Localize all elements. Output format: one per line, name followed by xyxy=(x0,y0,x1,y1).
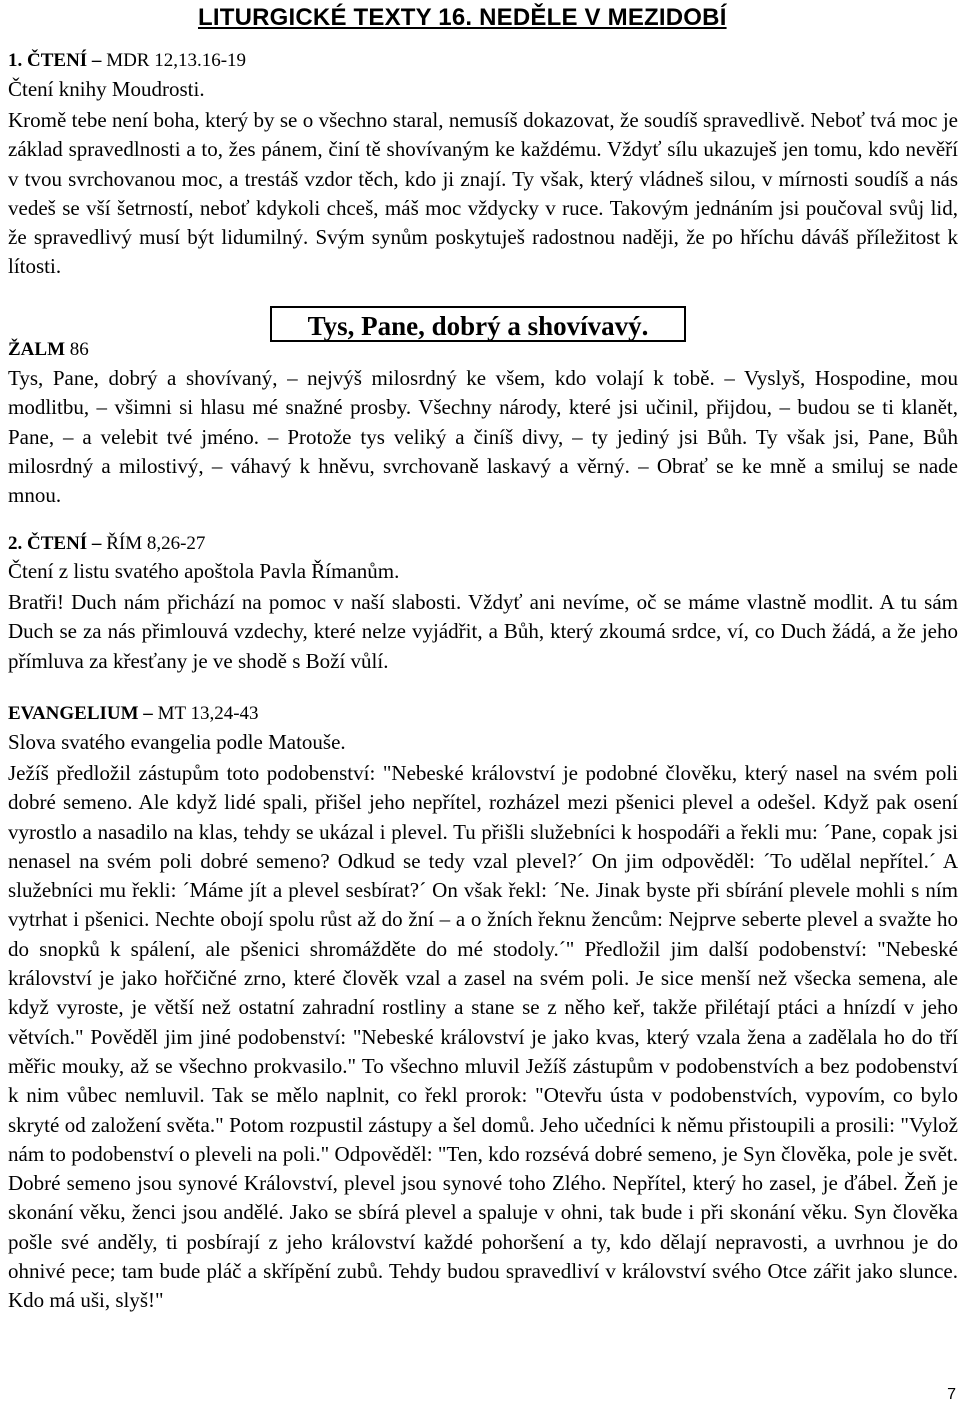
reading1-label: 1. ČTENÍ – xyxy=(8,50,102,71)
reading2-text: Bratři! Duch nám přichází na pomoc v naší slabosti. Vždyť ani nevíme, oč se máme vlastně modlit. A tu sám Duch se za nás přimlouvá vzdechy, které nelze vyjádřit, a Bůh, který zkoumá srdce, ví, co Duch žádá, a že jeho přímluva za křesťany je ve shodě s Boží vůlí. xyxy=(8,590,958,673)
psalm-reference: 86 xyxy=(69,339,89,360)
reading2-reference: ŘÍM 8,26-27 xyxy=(106,533,206,554)
gospel-reference: MT 13,24-43 xyxy=(157,703,259,724)
reading1-heading xyxy=(8,50,246,72)
gospel-intro: Slova svatého evangelia podle Matouše. xyxy=(8,730,346,754)
page-number: 7 xyxy=(947,1386,956,1403)
psalm-heading xyxy=(8,339,89,361)
psalm-refrain: Tys, Pane, dobrý a shovívavý. xyxy=(270,306,686,342)
gospel-heading xyxy=(8,703,259,725)
reading2-label: 2. ČTENÍ – xyxy=(8,533,102,554)
psalm-label: ŽALM xyxy=(8,339,65,360)
reading1-reference: MDR 12,13.16-19 xyxy=(106,50,247,71)
psalm-text: Tys, Pane, dobrý a shovívaný, – nejvýš milosrdný ke všem, kdo volají k tobě. – Vyslyš, Hospodine, mou modlitbu, – všimni si hlasu mé snažné prosby. Všechny národy, které jsi učinil, přijdou, – budou se ti klanět, Pane, – a velebit tvé jméno. – Protože tys veliký a činíš divy, – ty jediný jsi Bůh. Ty však jsi, Pane, Bůh milosrdný a milostivý, – váhavý k hněvu, svrchovaně laskavý a věrný. – Obrať se ke mně a smiluj se nade mnou. xyxy=(8,366,958,508)
reading1-intro: Čtení knihy Moudrosti. xyxy=(8,77,205,101)
page-title: LITURGICKÉ TEXTY 16. NEDĚLE V MEZIDOBÍ xyxy=(198,4,727,31)
gospel-label: EVANGELIUM – xyxy=(8,703,153,724)
gospel-text: Ježíš předložil zástupům toto podobenství: "Nebeské království je podobné člověku, který nasel na svém poli dobré semeno. Ale když lidé spali, přišel jeho nepřítel, rozházel mezi pšenici plevel a odešel. Když pak osení vyrostlo a nasadilo na klas, tehdy se ukázal i plevel. Tu přišli služebníci k hospodáři a řekli mu: ´Pane, copak jsi nenasel na svém poli dobré semeno? Odkud se tedy vzal plevel?´ On jim odpověděl: ´To udělal nepřítel.´ A služebníci mu řekli: ´Máme jít a plevel sesbírat?´ On však řekl: ´Ne. Jinak byste při sbírání plevele mohli s ním vytrhat i pšenici. Nechte obojí spolu růst až do žní – a o žních řeknu žencům: Nejprve seberte plevel a svažte ho do snopků k spálení, ale pšenici shromážděte do mé stodoly.´" Předložil jim další podobenství: "Nebeské království je jako hořčičné zrno, které člověk vzal a zasel na svém poli. Je sice menší než všecka semena, ale když vyroste, je větší než ostatní zahradní rostliny a stane se z něho keř, takže přilétají ptáci a hnízdí v jeho větvích." Pověděl jim jiné podobenství: "Nebeské království je jako kvas, který vzala žena a zadělala ho do tří měřic mouky, až se všechno prokvasilo." To všechno mluvil Ježíš zástupům v podobenstvích a bez podobenství k nim vůbec nemluvil. Tak se mělo naplnit, co řekl prorok: "Otevřu ústa v podobenstvích, vypovím, co bylo skryté od založení světa." Potom rozpustil zástupy a šel domů. Jeho učedníci k němu přistoupili a prosili: "Vylož nám to podobenství o pleveli na poli." Odpověděl: "Ten, kdo rozsévá dobré semeno, je Syn člověka, pole je svět. Dobré semeno jsou synové Království, plevel jsou synové toho Zlého. Nepřítel, který ho zasel, je ďábel. Žeň je skonání věku, ženci jsou andělé. Jako se sbírá plevel a spaluje v ohni, tak bude i při skonání věku. Syn člověka pošle své anděly, ti posbírají z jeho království každé pohoršení a ty, kdo dělají nepravosti, a uvrhnou je do ohnivé pece; tam bude pláč a skřípění zubů. Tehdy budou spravedliví v království svého Otce zářit jako slunce. Kdo má uši, slyš!" xyxy=(8,761,958,1313)
reading2-heading xyxy=(8,533,205,555)
reading2-intro: Čtení z listu svatého apoštola Pavla Římanům. xyxy=(8,559,400,583)
reading1-text: Kromě tebe není boha, který by se o všechno staral, nemusíš dokazovat, že soudíš spravedlivě. Neboť tvá moc je základ spravedlnosti a to, žes pánem, činí tě shovívaným ke každému. Vždyť sílu ukazuješ jen tomu, kdo nevěří v tvou svrchovanou moc, a trestáš vzdor těch, kdo ji znají. Ty však, který vládneš silou, v mírnosti soudíš a nás vedeš se vší šetrností, neboť kdykoli chceš, máš moc vždycky v ruce. Takovým jednáním jsi poučoval svůj lid, že spravedlivý musí být lidumilný. Svým synům poskytuješ radostnou naději, že po hříchu dáváš příležitost k lítosti. xyxy=(8,108,958,279)
